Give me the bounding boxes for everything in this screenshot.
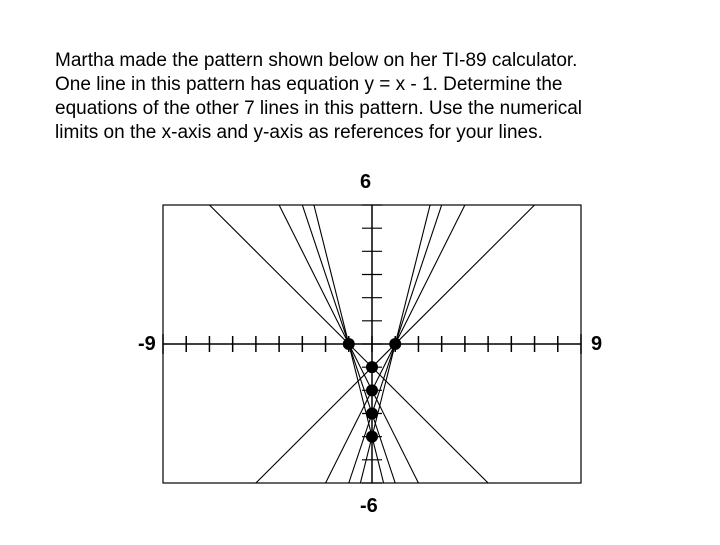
problem-line-3: equations of the other 7 lines in this pattern. Use the numerical [55,98,583,119]
pattern-point-3 [366,361,378,373]
pattern-point-2 [389,338,401,350]
y-max-label: 6 [360,171,372,193]
problem-line-2: One line in this pattern has equation y = x - 1. Determine the [55,74,563,95]
problem-line-4: limits on the x-axis and y-axis as references for your lines. [55,122,543,143]
x-min-label: -9 [138,333,156,355]
pattern-point-4 [366,384,378,396]
pattern-point-6 [366,431,378,443]
pattern-point-1 [343,338,355,350]
x-max-label: 9 [591,333,603,355]
problem-line-1: Martha made the pattern shown below on her TI-89 calculator. [55,50,578,71]
y-min-label: -6 [360,495,378,517]
pattern-point-5 [366,408,378,420]
